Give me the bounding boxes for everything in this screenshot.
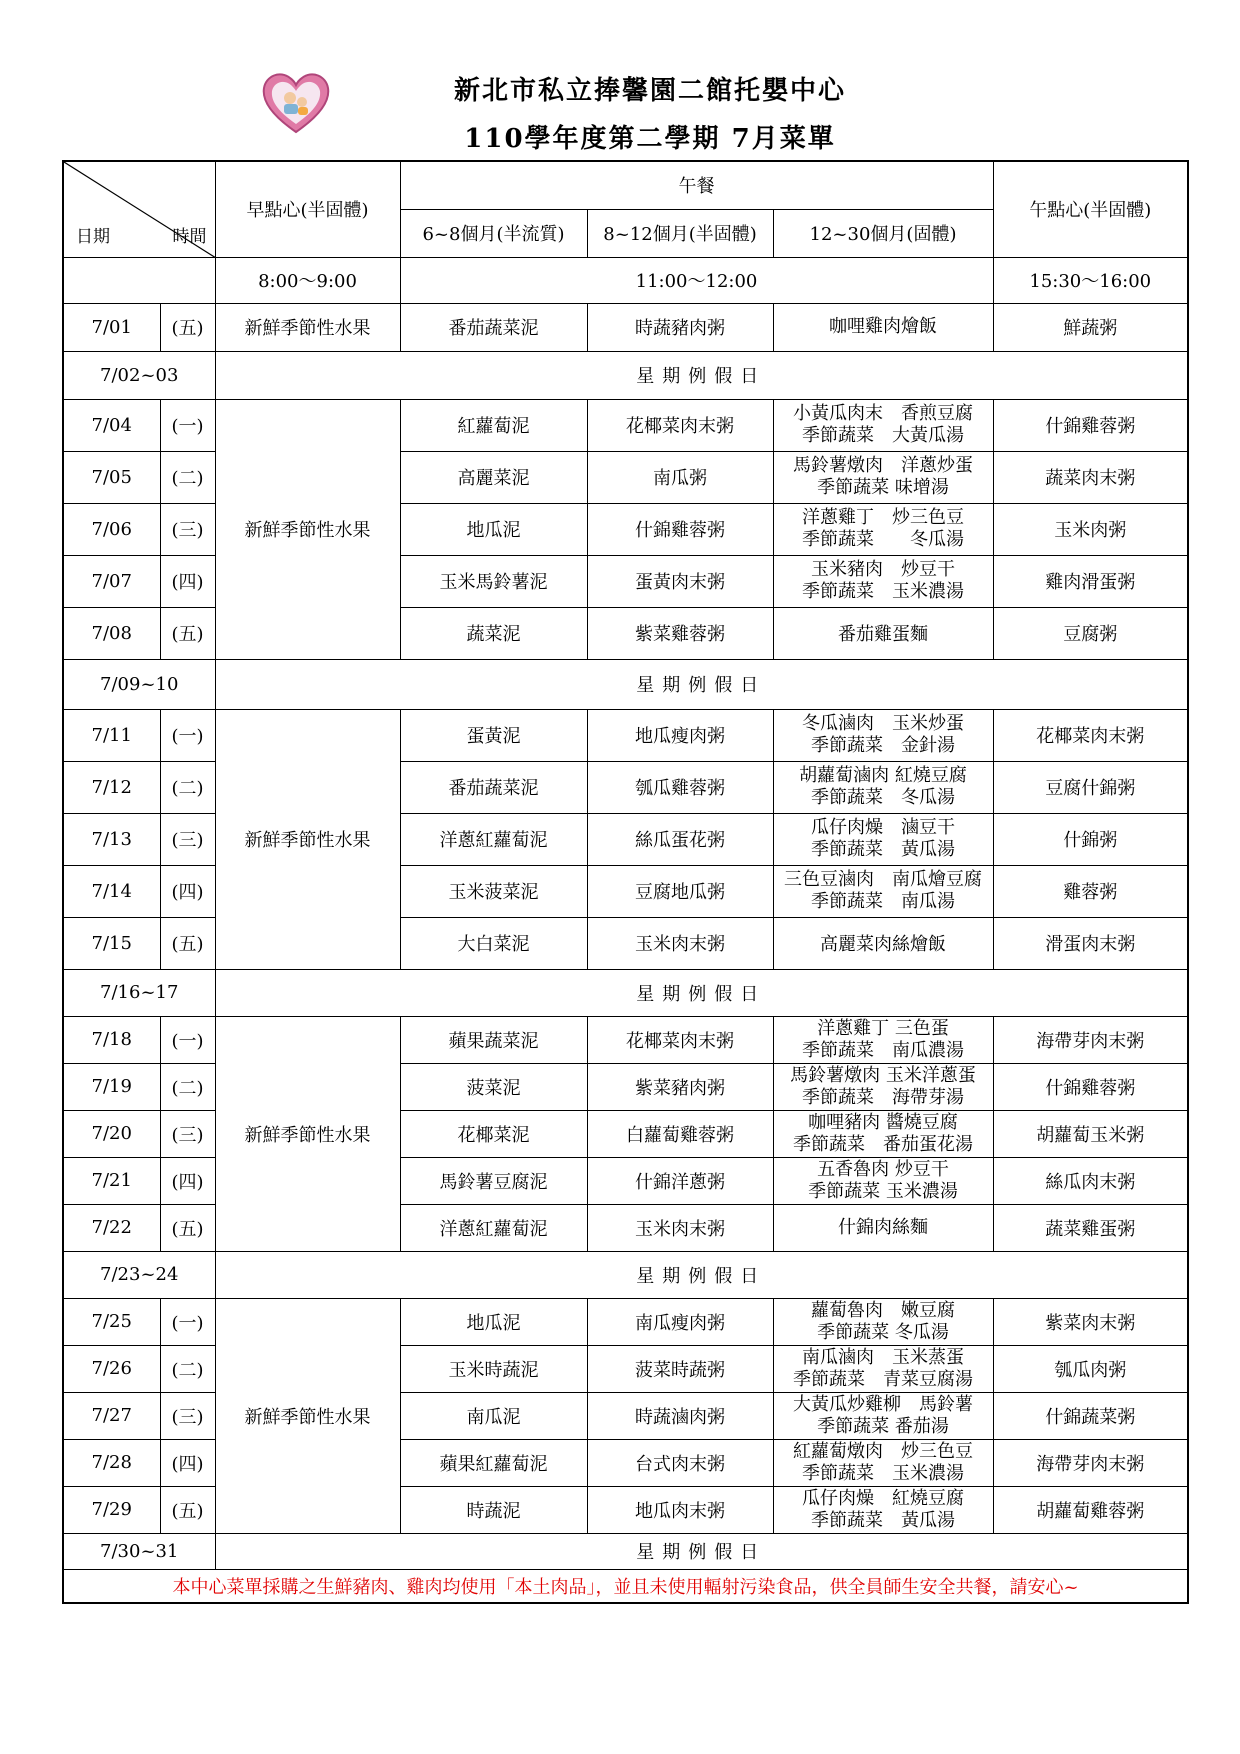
date-cell: 7/13: [63, 813, 160, 865]
lunch-12-30-cell: 五香魯肉 炒豆干 季節蔬菜 玉米濃湯: [773, 1157, 993, 1204]
weekday-cell: (三): [160, 503, 215, 555]
lunch-8-12-cell: 白蘿蔔雞蓉粥: [587, 1110, 773, 1157]
weekday-cell: (一): [160, 1298, 215, 1345]
afternoon-cell: 豆腐粥: [993, 607, 1188, 659]
holiday-row: [63, 351, 1188, 399]
afternoon-cell: 豆腐什錦粥: [993, 761, 1188, 813]
afternoon-header: 午點心(半固體): [993, 161, 1188, 257]
holiday-cell: 星期例假日: [215, 969, 1188, 1016]
lunch-12-30-cell: 玉米豬肉 炒豆干 季節蔬菜 玉米濃湯: [773, 555, 993, 607]
afternoon-cell: 什錦蔬菜粥: [993, 1392, 1188, 1439]
weekday-cell: (三): [160, 1110, 215, 1157]
holiday-row: [63, 1533, 1188, 1569]
weekday-cell: (二): [160, 1063, 215, 1110]
lunch-12-30-cell: 什錦肉絲麵: [773, 1204, 993, 1251]
lunch-6-8-cell: 番茄蔬菜泥: [400, 303, 587, 351]
lunch-6-8-cell: 洋蔥紅蘿蔔泥: [400, 813, 587, 865]
afternoon-cell: 海帶芽肉末粥: [993, 1016, 1188, 1063]
afternoon-cell: 瓠瓜肉粥: [993, 1345, 1188, 1392]
holiday-row: [63, 1251, 1188, 1298]
lunch-8-12-cell: 花椰菜肉末粥: [587, 399, 773, 451]
lunch-8-12-cell: 時蔬豬肉粥: [587, 303, 773, 351]
lunch-6-8-cell: 蘋果紅蘿蔔泥: [400, 1439, 587, 1486]
weekday-cell: (五): [160, 1486, 215, 1533]
lunch-8-12-cell: 玉米肉末粥: [587, 917, 773, 969]
lunch-8-12-cell: 菠菜時蔬粥: [587, 1345, 773, 1392]
afternoon-cell: 什錦雞蓉粥: [993, 399, 1188, 451]
lunch-12-30-cell: 瓜仔肉燥 紅燒豆腐 季節蔬菜 黃瓜湯: [773, 1486, 993, 1533]
lunch-8-12-header: 8~12個月(半固體): [587, 209, 773, 257]
lunch-6-8-cell: 菠菜泥: [400, 1063, 587, 1110]
date-cell: 7/26: [63, 1345, 160, 1392]
lunch-12-30-cell: 咖哩雞肉燴飯: [773, 303, 993, 351]
afternoon-cell: 什錦雞蓉粥: [993, 1063, 1188, 1110]
holiday-cell: 星期例假日: [215, 1533, 1188, 1569]
afternoon-cell: 蔬菜肉末粥: [993, 451, 1188, 503]
lunch-12-30-cell: 蘿蔔魯肉 嫩豆腐 季節蔬菜 冬瓜湯: [773, 1298, 993, 1345]
lunch-6-8-cell: 大白菜泥: [400, 917, 587, 969]
date-cell: 7/01: [63, 303, 160, 351]
weekday-cell: (三): [160, 813, 215, 865]
lunch-6-8-cell: 玉米菠菜泥: [400, 865, 587, 917]
weekday-cell: (一): [160, 709, 215, 761]
lunch-8-12-cell: 豆腐地瓜粥: [587, 865, 773, 917]
menu-table: [62, 160, 1189, 1604]
lunch-6-8-cell: 時蔬泥: [400, 1486, 587, 1533]
lunch-header: 午餐: [400, 161, 993, 209]
lunch-12-30-cell: 番茄雞蛋麵: [773, 607, 993, 659]
lunch-8-12-cell: 什錦雞蓉粥: [587, 503, 773, 555]
lunch-8-12-cell: 南瓜粥: [587, 451, 773, 503]
lunch-12-30-cell: 小黃瓜肉末 香煎豆腐 季節蔬菜 大黃瓜湯: [773, 399, 993, 451]
holiday-cell: 星期例假日: [215, 659, 1188, 709]
lunch-6-8-cell: 蔬菜泥: [400, 607, 587, 659]
table-row: [63, 303, 1188, 351]
weekday-cell: (四): [160, 1439, 215, 1486]
lunch-8-12-cell: 玉米肉末粥: [587, 1204, 773, 1251]
breakfast-cell: 新鮮季節性水果: [215, 1016, 400, 1251]
lunch-8-12-cell: 什錦洋蔥粥: [587, 1157, 773, 1204]
table-row: [63, 1016, 1188, 1063]
lunch-6-8-cell: 馬鈴薯豆腐泥: [400, 1157, 587, 1204]
lunch-6-8-cell: 高麗菜泥: [400, 451, 587, 503]
lunch-12-30-cell: 洋蔥雞丁 炒三色豆 季節蔬菜 冬瓜湯: [773, 503, 993, 555]
weekday-cell: (二): [160, 1345, 215, 1392]
date-cell: 7/15: [63, 917, 160, 969]
afternoon-cell: 絲瓜肉末粥: [993, 1157, 1188, 1204]
lunch-8-12-cell: 花椰菜肉末粥: [587, 1016, 773, 1063]
lunch-6-8-cell: 地瓜泥: [400, 503, 587, 555]
lunch-6-8-cell: 南瓜泥: [400, 1392, 587, 1439]
breakfast-cell: 新鮮季節性水果: [215, 303, 400, 351]
lunch-6-8-cell: 番茄蔬菜泥: [400, 761, 587, 813]
notice-text: 本中心菜單採購之生鮮豬肉、雞肉均使用「本土肉品」，並且未使用輻射污染食品，供全員師生安全共餐，請安心~: [63, 1569, 1188, 1603]
lunch-12-30-cell: 胡蘿蔔滷肉 紅燒豆腐 季節蔬菜 冬瓜湯: [773, 761, 993, 813]
lunch-8-12-cell: 地瓜肉末粥: [587, 1486, 773, 1533]
lunch-8-12-cell: 地瓜瘦肉粥: [587, 709, 773, 761]
lunch-6-8-cell: 洋蔥紅蘿蔔泥: [400, 1204, 587, 1251]
date-cell: 7/02~03: [63, 351, 215, 399]
weekday-cell: (三): [160, 1392, 215, 1439]
lunch-12-30-cell: 馬鈴薯燉肉 洋蔥炒蛋 季節蔬菜 味增湯: [773, 451, 993, 503]
weekday-cell: (五): [160, 917, 215, 969]
lunch-12-30-cell: 三色豆滷肉 南瓜燴豆腐 季節蔬菜 南瓜湯: [773, 865, 993, 917]
lunch-12-30-cell: 高麗菜肉絲燴飯: [773, 917, 993, 969]
weekday-cell: (四): [160, 865, 215, 917]
holiday-cell: 星期例假日: [215, 1251, 1188, 1298]
afternoon-cell: 胡蘿蔔雞蓉粥: [993, 1486, 1188, 1533]
afternoon-cell: 玉米肉粥: [993, 503, 1188, 555]
date-cell: 7/06: [63, 503, 160, 555]
time-breakfast: 8:00～9:00: [215, 257, 400, 303]
afternoon-cell: 什錦粥: [993, 813, 1188, 865]
date-cell: 7/19: [63, 1063, 160, 1110]
time-row-blank: [63, 257, 215, 303]
date-cell: 7/29: [63, 1486, 160, 1533]
lunch-8-12-cell: 紫菜雞蓉粥: [587, 607, 773, 659]
date-cell: 7/08: [63, 607, 160, 659]
date-cell: 7/25: [63, 1298, 160, 1345]
lunch-12-30-cell: 瓜仔肉燥 滷豆干 季節蔬菜 黃瓜湯: [773, 813, 993, 865]
weekday-cell: (二): [160, 761, 215, 813]
afternoon-cell: 雞蓉粥: [993, 865, 1188, 917]
afternoon-cell: 海帶芽肉末粥: [993, 1439, 1188, 1486]
weekday-cell: (一): [160, 1016, 215, 1063]
date-cell: 7/28: [63, 1439, 160, 1486]
breakfast-cell: 新鮮季節性水果: [215, 709, 400, 969]
lunch-6-8-cell: 紅蘿蔔泥: [400, 399, 587, 451]
afternoon-cell: 雞肉滑蛋粥: [993, 555, 1188, 607]
notice-row: [63, 1569, 1188, 1603]
lunch-12-30-cell: 紅蘿蔔燉肉 炒三色豆 季節蔬菜 玉米濃湯: [773, 1439, 993, 1486]
time-afternoon: 15:30～16:00: [993, 257, 1188, 303]
date-label: 日期: [76, 227, 110, 247]
date-cell: 7/22: [63, 1204, 160, 1251]
lunch-8-12-cell: 蛋黃肉末粥: [587, 555, 773, 607]
lunch-8-12-cell: 時蔬滷肉粥: [587, 1392, 773, 1439]
lunch-8-12-cell: 南瓜瘦肉粥: [587, 1298, 773, 1345]
weekday-cell: (五): [160, 303, 215, 351]
lunch-6-8-cell: 花椰菜泥: [400, 1110, 587, 1157]
holiday-row: [63, 969, 1188, 1016]
time-label: 時間: [172, 227, 207, 247]
date-cell: 7/18: [63, 1016, 160, 1063]
header-diagonal-cell: [63, 161, 215, 257]
date-cell: 7/16~17: [63, 969, 215, 1016]
date-cell: 7/05: [63, 451, 160, 503]
date-cell: 7/27: [63, 1392, 160, 1439]
weekday-cell: (一): [160, 399, 215, 451]
lunch-6-8-cell: 蘋果蔬菜泥: [400, 1016, 587, 1063]
afternoon-cell: 蔬菜雞蛋粥: [993, 1204, 1188, 1251]
afternoon-cell: 紫菜肉末粥: [993, 1298, 1188, 1345]
date-cell: 7/23~24: [63, 1251, 215, 1298]
date-cell: 7/21: [63, 1157, 160, 1204]
date-cell: 7/12: [63, 761, 160, 813]
table-row: [63, 1298, 1188, 1345]
lunch-12-30-header: 12~30個月(固體): [773, 209, 993, 257]
lunch-6-8-cell: 地瓜泥: [400, 1298, 587, 1345]
date-cell: 7/04: [63, 399, 160, 451]
date-cell: 7/30~31: [63, 1533, 215, 1569]
breakfast-cell: 新鮮季節性水果: [215, 1298, 400, 1533]
time-lunch: 11:00～12:00: [400, 257, 993, 303]
menu-title: 110學年度第二學期 7月菜單: [464, 124, 836, 154]
afternoon-cell: 鮮蔬粥: [993, 303, 1188, 351]
lunch-8-12-cell: 紫菜豬肉粥: [587, 1063, 773, 1110]
holiday-cell: 星期例假日: [215, 351, 1188, 399]
lunch-8-12-cell: 絲瓜蛋花粥: [587, 813, 773, 865]
afternoon-cell: 滑蛋肉末粥: [993, 917, 1188, 969]
table-row: [63, 709, 1188, 761]
weekday-cell: (四): [160, 1157, 215, 1204]
lunch-6-8-cell: 蛋黃泥: [400, 709, 587, 761]
lunch-6-8-cell: 玉米時蔬泥: [400, 1345, 587, 1392]
date-cell: 7/20: [63, 1110, 160, 1157]
lunch-12-30-cell: 大黃瓜炒雞柳 馬鈴薯 季節蔬菜 番茄湯: [773, 1392, 993, 1439]
lunch-12-30-cell: 洋蔥雞丁 三色蛋 季節蔬菜 南瓜濃湯: [773, 1016, 993, 1063]
school-title: 新北市私立捧馨園二館托嬰中心: [453, 76, 846, 106]
weekday-cell: (二): [160, 451, 215, 503]
lunch-6-8-header: 6~8個月(半流質): [400, 209, 587, 257]
afternoon-cell: 花椰菜肉末粥: [993, 709, 1188, 761]
weekday-cell: (五): [160, 1204, 215, 1251]
holiday-row: [63, 659, 1188, 709]
lunch-12-30-cell: 咖哩豬肉 醬燒豆腐 季節蔬菜 番茄蛋花湯: [773, 1110, 993, 1157]
lunch-12-30-cell: 冬瓜滷肉 玉米炒蛋 季節蔬菜 金針湯: [773, 709, 993, 761]
lunch-8-12-cell: 瓠瓜雞蓉粥: [587, 761, 773, 813]
weekday-cell: (四): [160, 555, 215, 607]
lunch-12-30-cell: 馬鈴薯燉肉 玉米洋蔥蛋 季節蔬菜 海帶芽湯: [773, 1063, 993, 1110]
date-cell: 7/14: [63, 865, 160, 917]
lunch-12-30-cell: 南瓜滷肉 玉米蒸蛋 季節蔬菜 青菜豆腐湯: [773, 1345, 993, 1392]
breakfast-header: 早點心(半固體): [215, 161, 400, 257]
weekday-cell: (五): [160, 607, 215, 659]
afternoon-cell: 胡蘿蔔玉米粥: [993, 1110, 1188, 1157]
date-cell: 7/11: [63, 709, 160, 761]
date-cell: 7/07: [63, 555, 160, 607]
table-row: [63, 399, 1188, 451]
date-cell: 7/09~10: [63, 659, 215, 709]
breakfast-cell: 新鮮季節性水果: [215, 399, 400, 659]
lunch-8-12-cell: 台式肉末粥: [587, 1439, 773, 1486]
lunch-6-8-cell: 玉米馬鈴薯泥: [400, 555, 587, 607]
